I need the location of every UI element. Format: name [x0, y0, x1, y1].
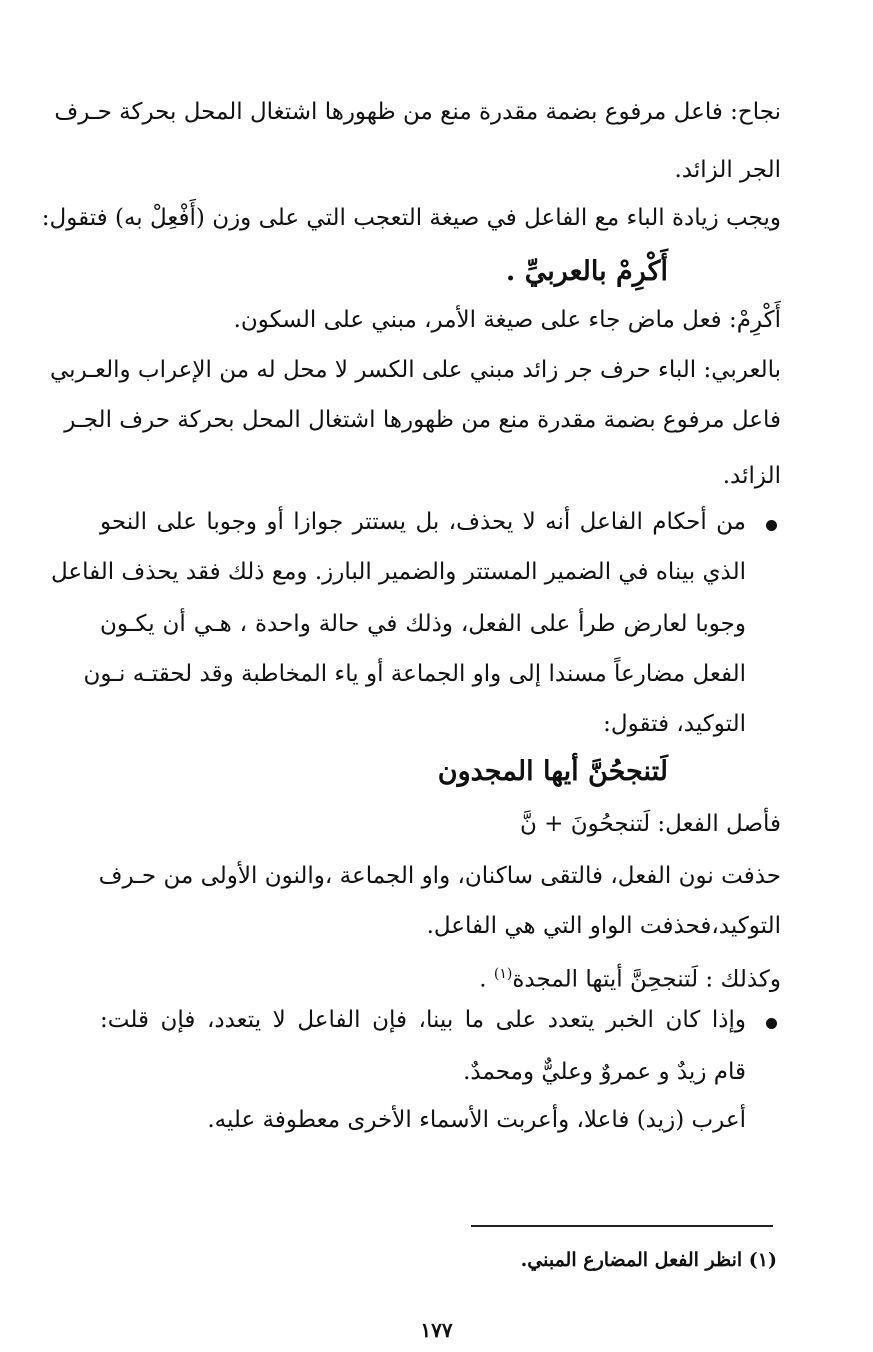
footnote-divider	[471, 1225, 773, 1227]
text-line-18-body: وكذلك : لَتنجحِنَّ أيتها المجدة	[512, 966, 781, 993]
text-line-10: الذي بيناه في الضمير المستتر والضمير البارز. ومع ذلك فقد يحذف الفاعل	[50, 559, 746, 585]
text-line-9: من أحكام الفاعل أنه لا يحذف، بل يستتر جوازا أو وجوبا على النحو	[100, 509, 746, 535]
text-line-3: ويجب زيادة الباء مع الفاعل في صيغة التعجب التي على وزن (أَفْعِلْ به) فتقول:	[41, 205, 781, 231]
text-line-17: التوكيد،فحذفت الواو التي هي الفاعل.	[426, 913, 781, 939]
page-number: ١٧٧	[420, 1318, 453, 1342]
text-line-20: قام زيدٌ و عمروٌ وعليٌّ ومحمدٌ.	[463, 1059, 746, 1085]
text-line-1: نجاح: فاعل مرفوع بضمة مقدرة منع من ظهورها اشتغال المحل بحركة حـرف	[54, 99, 781, 125]
text-line-19: وإذا كان الخبر يتعدد على ما بينا، فإن الفاعل لا يتعدد، فإن قلت:	[100, 1007, 746, 1033]
text-line-11: وجوبا لعارض طرأ على الفعل، وذلك في حالة واحدة ، هـي أن يكـون	[100, 611, 746, 637]
text-line-2: الجر الزائد.	[674, 157, 781, 183]
bullet-point-1	[766, 520, 777, 531]
text-line-13: التوكيد، فتقول:	[603, 711, 746, 737]
text-line-15: فأصل الفعل: لَتنجحُونَ + نَّ	[519, 811, 781, 837]
footnote: (١) انظر الفعل المضارع المبني.	[520, 1249, 777, 1271]
footnote-ref-marker: (١)	[493, 966, 513, 982]
text-line-7: فاعل مرفوع بضمة مقدرة منع من ظهورها اشتغال المحل بحركة حرف الجـر	[64, 407, 781, 433]
text-line-21: أعرب (زيد) فاعلا، وأعربت الأسماء الأخرى معطوفة عليه.	[207, 1107, 746, 1133]
text-line-18: وكذلك : لَتنجحِنَّ أيتها المجدة$^{(١)}$ .	[479, 966, 781, 993]
bullet-point-2	[766, 1018, 777, 1029]
text-line-16: حذفت نون الفعل، فالتقى ساكنان، واو الجماعة ،والنون الأولى من حـرف	[98, 863, 781, 889]
text-line-12: الفعل مضارعاً مسندا إلى واو الجماعة أو ياء المخاطبة وقد لحقتـه نـون	[83, 661, 746, 687]
example-heading: لَتنجحُنَّ أيها المجدون	[437, 756, 668, 787]
text-line-5: أَكْرِمْ: فعل ماض جاء على صيغة الأمر، مبني على السكون.	[233, 307, 781, 333]
example-sentence: أَكْرِمْ بالعربيِّ .	[505, 256, 668, 287]
text-line-8: الزائد.	[722, 463, 781, 489]
text-line-6: بالعربي: الباء حرف جر زائد مبني على الكسر لا محل له من الإعراب والعـربي	[50, 357, 781, 383]
